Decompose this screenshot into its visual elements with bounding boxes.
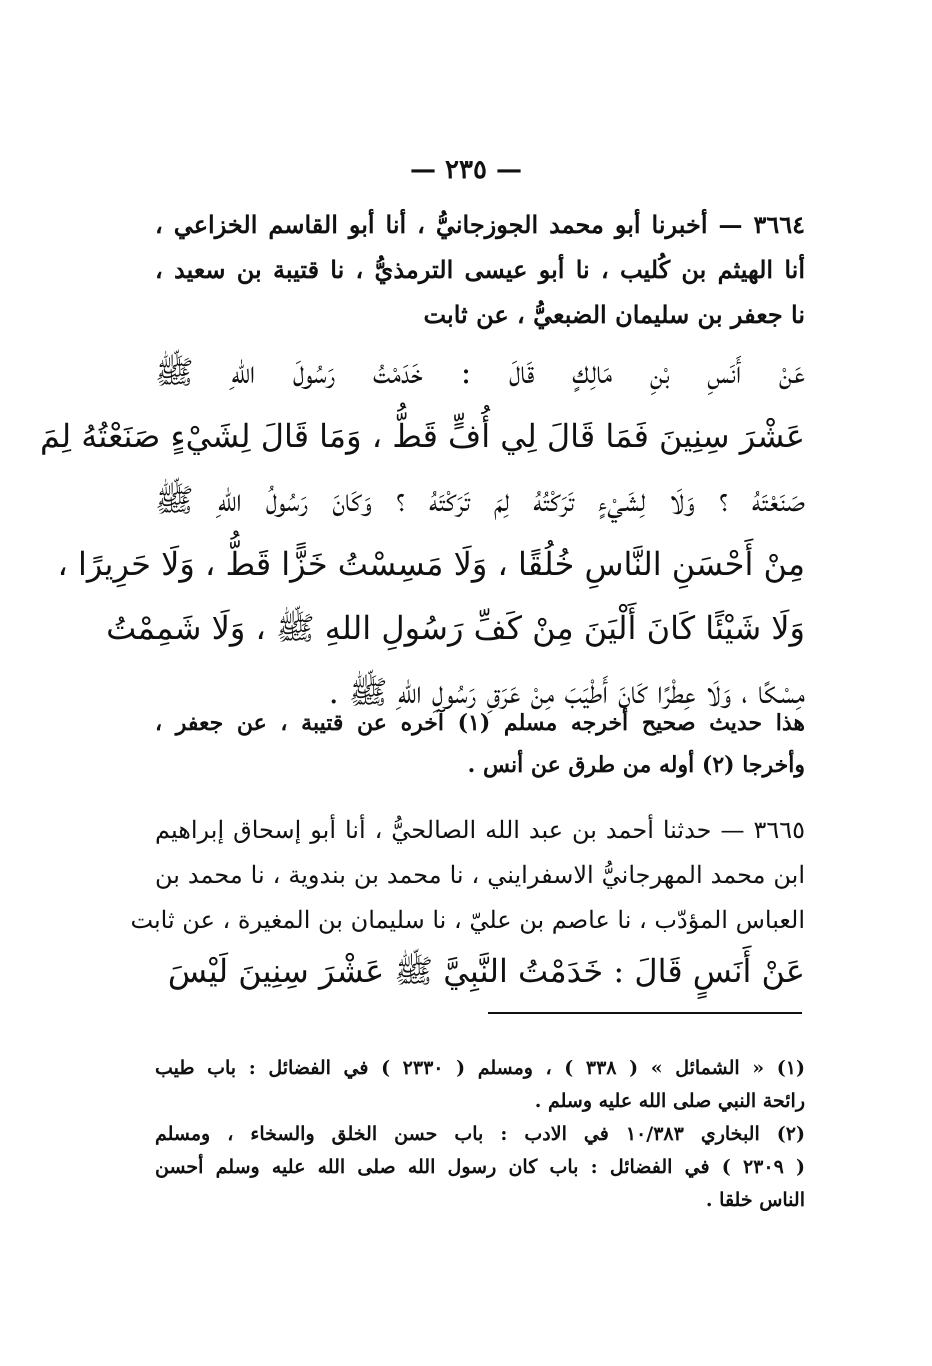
- page-number: — ٢٣٥ —: [409, 155, 523, 185]
- footnotes: [155, 1052, 805, 1217]
- isnad-line: ابن محمد المهرجانيُّ الاسفرايني ، نا محمد بن بندوية ، نا محمد بن: [155, 861, 805, 889]
- footnote-line: ( ٢٣٠٩ ) في الفضائل : باب كان رسول الله صلى الله عليه وسلم أحسن: [155, 1156, 805, 1178]
- matn-line: عَنْ أَنَسٍ قَالَ : خَدَمْتُ النَّبِيَّ ﷺ عَشْرَ سِنِينَ لَيْسَ: [167, 952, 805, 990]
- footnote-line: رائحة النبي صلى الله عليه وسلم .: [534, 1090, 805, 1112]
- footnote-divider: [488, 1012, 802, 1014]
- matn-line: صَنَعْتَهُ ؟ وَلَا لِشَيْءٍ تَرَكْتُهُ لِمَ تَرَكْتَهُ ؟ وَكَانَ رَسُولُ اللهِ ﷺ: [155, 481, 805, 519]
- isnad-line: ٣٦٦٤ — أخبرنا أبو محمد الجوزجانيُّ ، أنا أبو القاسم الخزاعي ،: [155, 210, 805, 239]
- matn-line: عَشْرَ سِنِينَ فَمَا قَالَ لِي أُفٍّ قَطُّ ، وَمَا قَالَ لِشَيْءٍ صَنَعْتُهُ لِمَ: [40, 417, 805, 455]
- isnad-line: ٣٦٦٥ — حدثنا أحمد بن عبد الله الصالحيُّ ، أنا أبو إسحاق إبراهيم: [155, 816, 805, 844]
- hadith-3665-matn: [155, 940, 805, 1002]
- commentary-line: وأخرجا (٢) أوله من طرق عن أنس .: [467, 752, 805, 778]
- hadith-3664-matn: [40, 340, 805, 724]
- matn-line: وَلَا شَيْئًا كَانَ أَلْيَنَ مِنْ كَفِّ رَسُولِ اللهِ ﷺ ، وَلَا شَمِمْتُ: [106, 609, 805, 647]
- hadith-3664-commentary: [155, 702, 805, 786]
- matn-line: مِسْكًا ، وَلَا عِطْرًا كَانَ أَطْيَبَ مِنْ عَرَقِ رَسُولِ اللهِ ﷺ .: [328, 673, 805, 711]
- footnote-line: (٢) البخاري ١٠/٣٨٣ في الادب : باب حسن الخلق والسخاء ، ومسلم: [155, 1123, 805, 1145]
- commentary-line: هذا حديث صحيح أخرجه مسلم (١) آخره عن قتيبة ، عن جعفر ،: [155, 710, 805, 736]
- footnote-line: الناس خلقا .: [705, 1189, 805, 1211]
- footnote-line: (١) « الشمائل » ( ٣٣٨ ) ، ومسلم ( ٢٣٣٠ ) في الفضائل : باب طيب: [155, 1057, 805, 1079]
- hadith-3665-isnad: [130, 808, 805, 943]
- isnad-line: نا جعفر بن سليمان الضبعيُّ ، عن ثابت: [423, 300, 805, 329]
- isnad-line: العباس المؤدّب ، نا عاصم بن عليّ ، نا سليمان بن المغيرة ، عن ثابت: [130, 906, 805, 934]
- matn-line: عَنْ أَنَسِ بْنِ مَالِكٍ قَالَ : خَدَمْتُ رَسُولَ اللهِ ﷺ: [155, 353, 805, 391]
- matn-line: مِنْ أَحْسَنِ النَّاسِ خُلُقًا ، وَلَا مَسِسْتُ خَزًّا قَطُّ ، وَلَا حَرِيرًا ،: [57, 545, 805, 583]
- hadith-3664-isnad: [155, 202, 805, 337]
- isnad-line: أنا الهيثم بن كُليب ، نا أبو عيسى الترمذيُّ ، نا قتيبة بن سعيد ،: [155, 255, 805, 284]
